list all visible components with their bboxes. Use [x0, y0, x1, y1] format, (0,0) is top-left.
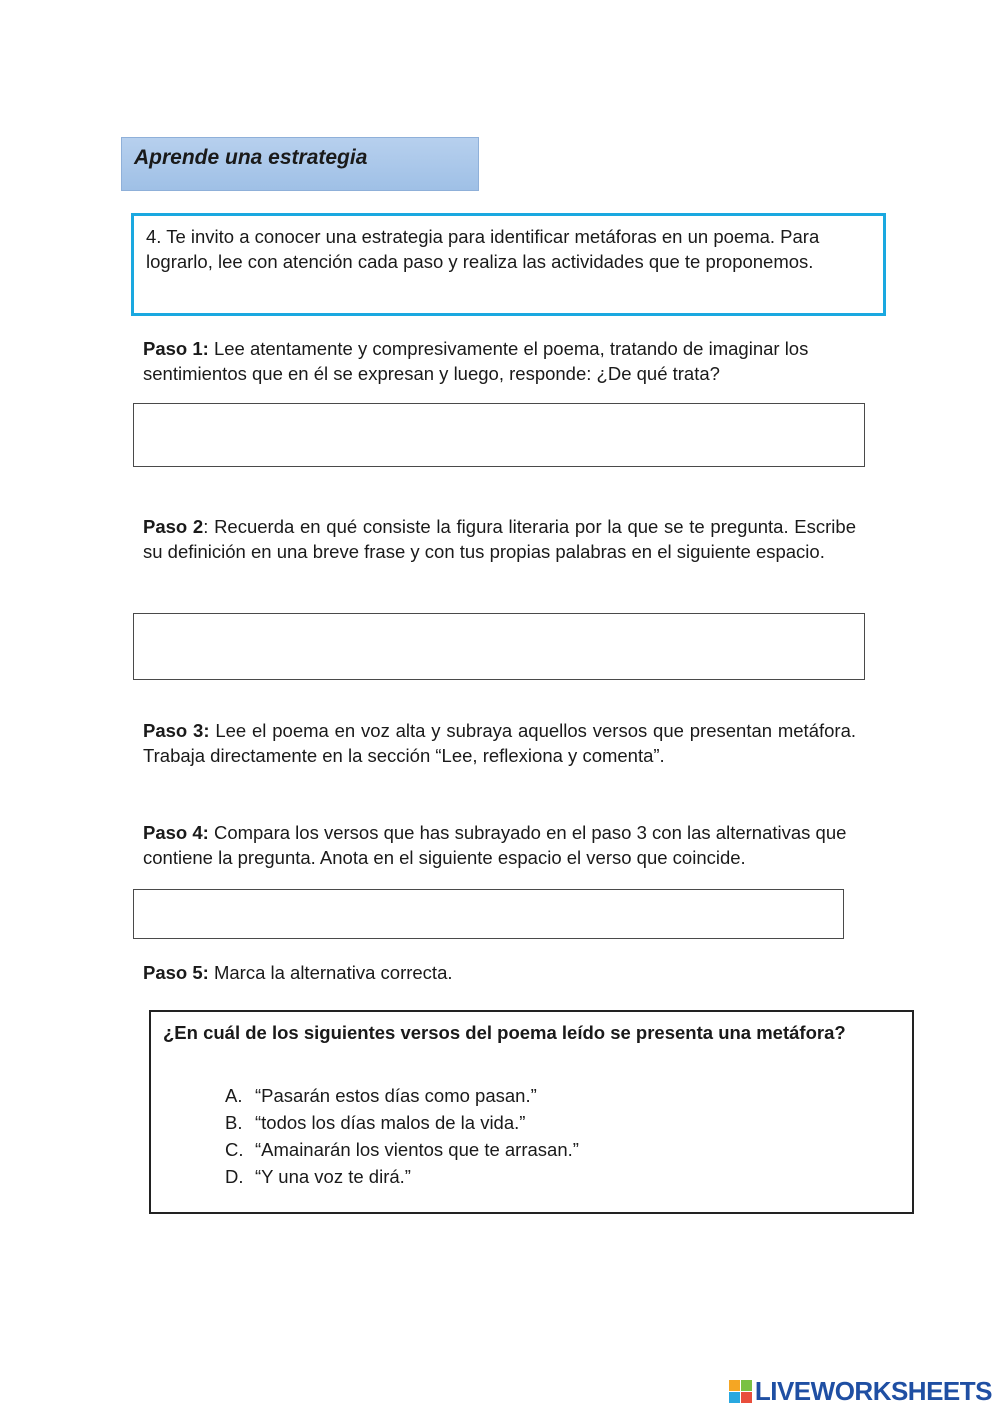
step-4 — [143, 820, 856, 870]
step-3-text: Lee el poema en voz alta y subraya aquellos versos que presentan metáfora. Trabaja directamente en la sección “Lee, reflexiona y comenta”. — [143, 720, 857, 766]
logo-text: LIVEWORKSHEETS — [754, 1376, 992, 1406]
answer-box-step-2[interactable] — [133, 613, 865, 680]
step-1 — [143, 336, 856, 386]
step-5-label: Paso 5: — [143, 962, 209, 983]
option-c[interactable] — [225, 1136, 579, 1163]
step-5 — [143, 960, 856, 985]
option-b-letter: B. — [225, 1112, 243, 1133]
step-3-label: Paso 3: — [143, 720, 210, 741]
question-box — [149, 1010, 914, 1214]
intro-text: 4. Te invito a conocer una estrategia para identificar metáforas en un poema. Para lograrlo, lee con atención cada paso y realiza las actividades que te proponemos. — [146, 226, 820, 272]
option-d[interactable] — [225, 1163, 579, 1190]
option-a[interactable] — [225, 1082, 579, 1109]
option-b-text: “todos los días malos de la vida.” — [255, 1112, 526, 1133]
step-2-label: Paso 2 — [143, 516, 204, 537]
answer-box-step-4[interactable] — [133, 889, 844, 939]
section-header — [121, 137, 479, 191]
step-1-text: Lee atentamente y compresivamente el poema, tratando de imaginar los sentimientos que en él se expresan y luego, responde: ¿De qué trata? — [143, 338, 809, 384]
step-1-label: Paso 1: — [143, 338, 209, 359]
option-b[interactable] — [225, 1109, 579, 1136]
answer-box-step-1[interactable] — [133, 403, 865, 467]
option-a-letter: A. — [225, 1085, 243, 1106]
question-text: ¿En cuál de los siguientes versos del poema leído se presenta una metáfora? — [163, 1022, 846, 1043]
step-3 — [143, 718, 856, 768]
step-2-text: : Recuerda en qué consiste la figura literaria por la que se te pregunta. Escribe su definición en una breve frase y con tus propias palabras en el siguiente espacio. — [143, 516, 856, 562]
step-4-label: Paso 4: — [143, 822, 209, 843]
option-d-letter: D. — [225, 1166, 244, 1187]
step-4-text: Compara los versos que has subrayado en el paso 3 con las alternativas que contiene la pregunta. Anota en el siguiente espacio el verso que coincide. — [143, 822, 847, 868]
option-a-text: “Pasarán estos días como pasan.” — [255, 1085, 537, 1106]
section-title: Aprende una estrategia — [134, 146, 368, 169]
options-list — [225, 1082, 579, 1190]
step-5-text: Marca la alternativa correcta. — [208, 962, 453, 983]
option-c-text: “Amainarán los vientos que te arrasan.” — [255, 1139, 579, 1160]
step-2 — [143, 514, 856, 564]
intro-box — [131, 213, 886, 316]
option-c-letter: C. — [225, 1139, 244, 1160]
logo-icon — [729, 1380, 752, 1403]
option-d-text: “Y una voz te dirá.” — [255, 1166, 411, 1187]
liveworksheets-logo — [729, 1376, 992, 1407]
